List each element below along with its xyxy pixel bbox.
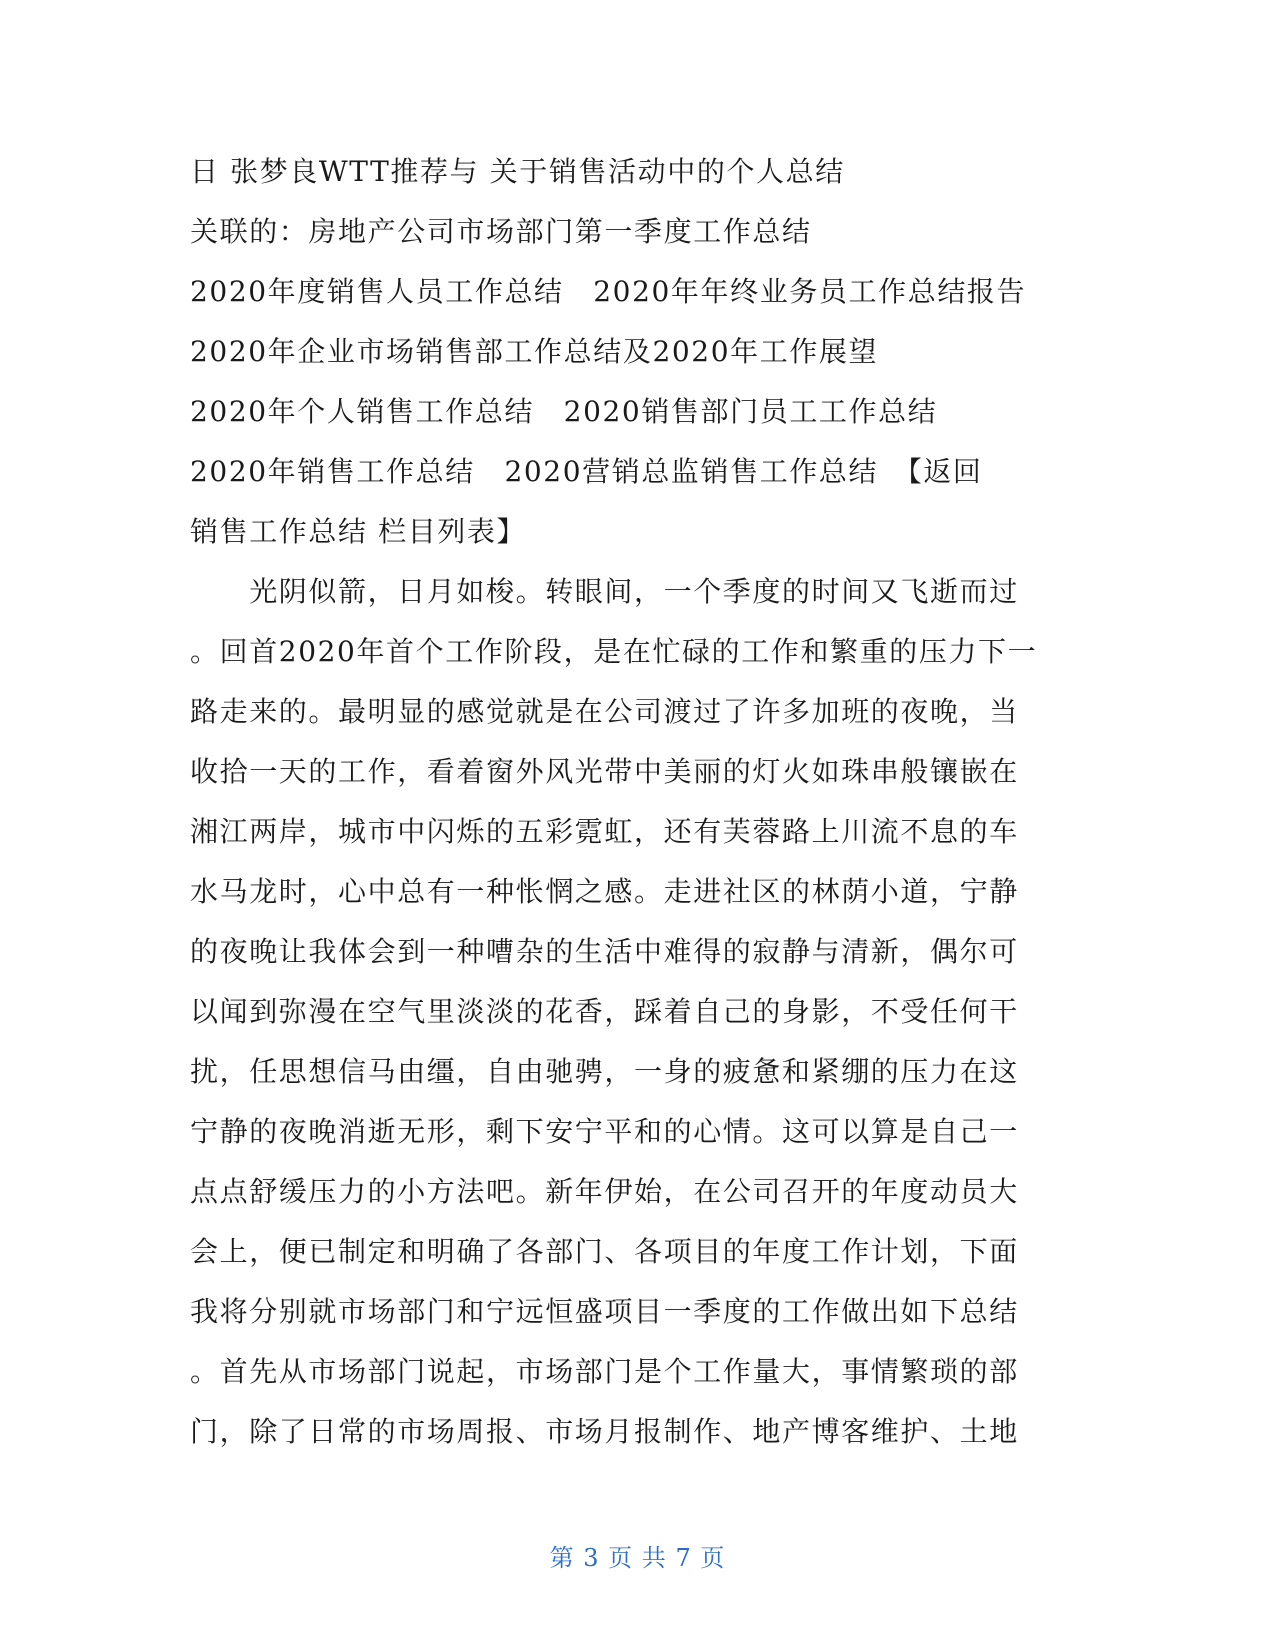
related-link-line[interactable]: 2020年个人销售工作总结 2020销售部门员工工作总结: [190, 395, 938, 428]
related-link-line[interactable]: 日 张梦良WTT推荐与 关于销售活动中的个人总结: [190, 155, 845, 188]
paragraph-line: 光阴似箭，日月如梭。转眼间，一个季度的时间又飞逝而过: [190, 575, 1019, 608]
paragraph-line: 。回首2020年首个工作阶段，是在忙碌的工作和繁重的压力下一: [190, 635, 1038, 668]
related-link-line[interactable]: 2020年企业市场销售部工作总结及2020年工作展望: [190, 335, 879, 368]
return-to-list-link[interactable]: 销售工作总结 栏目列表】: [190, 515, 527, 548]
related-link-line[interactable]: 2020年度销售人员工作总结 2020年年终业务员工作总结报告: [190, 275, 1027, 308]
paragraph-line: 路走来的。最明显的感觉就是在公司渡过了许多加班的夜晚，当: [190, 695, 1019, 728]
paragraph-line: 收拾一天的工作，看着窗外风光带中美丽的灯火如珠串般镶嵌在: [190, 755, 1019, 788]
paragraph-line: 点点舒缓压力的小方法吧。新年伊始，在公司召开的年度动员大: [190, 1175, 1019, 1208]
page-number-footer: 第 3 页 共 7 页: [549, 1544, 726, 1572]
document-content: [190, 142, 1060, 1462]
paragraph-line: 门，除了日常的市场周报、市场月报制作、地产博客维护、土地: [190, 1415, 1019, 1448]
paragraph-line: 扰，任思想信马由缰，自由驰骋，一身的疲惫和紧绷的压力在这: [190, 1055, 1019, 1088]
related-link-line[interactable]: 关联的：房地产公司市场部门第一季度工作总结: [190, 215, 812, 248]
body-paragraph: [190, 562, 1060, 1462]
paragraph-line: 以闻到弥漫在空气里淡淡的花香，踩着自己的身影，不受任何干: [190, 995, 1019, 1028]
paragraph-line: 湘江两岸，城市中闪烁的五彩霓虹，还有芙蓉路上川流不息的车: [190, 815, 1019, 848]
paragraph-line: 宁静的夜晚消逝无形，剩下安宁平和的心情。这可以算是自己一: [190, 1115, 1019, 1148]
related-links-block: [190, 142, 1060, 562]
paragraph-line: 水马龙时，心中总有一种怅惘之感。走进社区的林荫小道，宁静: [190, 875, 1019, 908]
paragraph-line: 我将分别就市场部门和宁远恒盛项目一季度的工作做出如下总结: [190, 1295, 1019, 1328]
related-link-line[interactable]: 2020年销售工作总结 2020营销总监销售工作总结 【返回: [190, 455, 983, 488]
paragraph-line: 。首先从市场部门说起，市场部门是个工作量大，事情繁琐的部: [190, 1355, 1019, 1388]
paragraph-line: 会上，便已制定和明确了各部门、各项目的年度工作计划，下面: [190, 1235, 1019, 1268]
paragraph-line: 的夜晚让我体会到一种嘈杂的生活中难得的寂静与清新，偶尔可: [190, 935, 1019, 968]
